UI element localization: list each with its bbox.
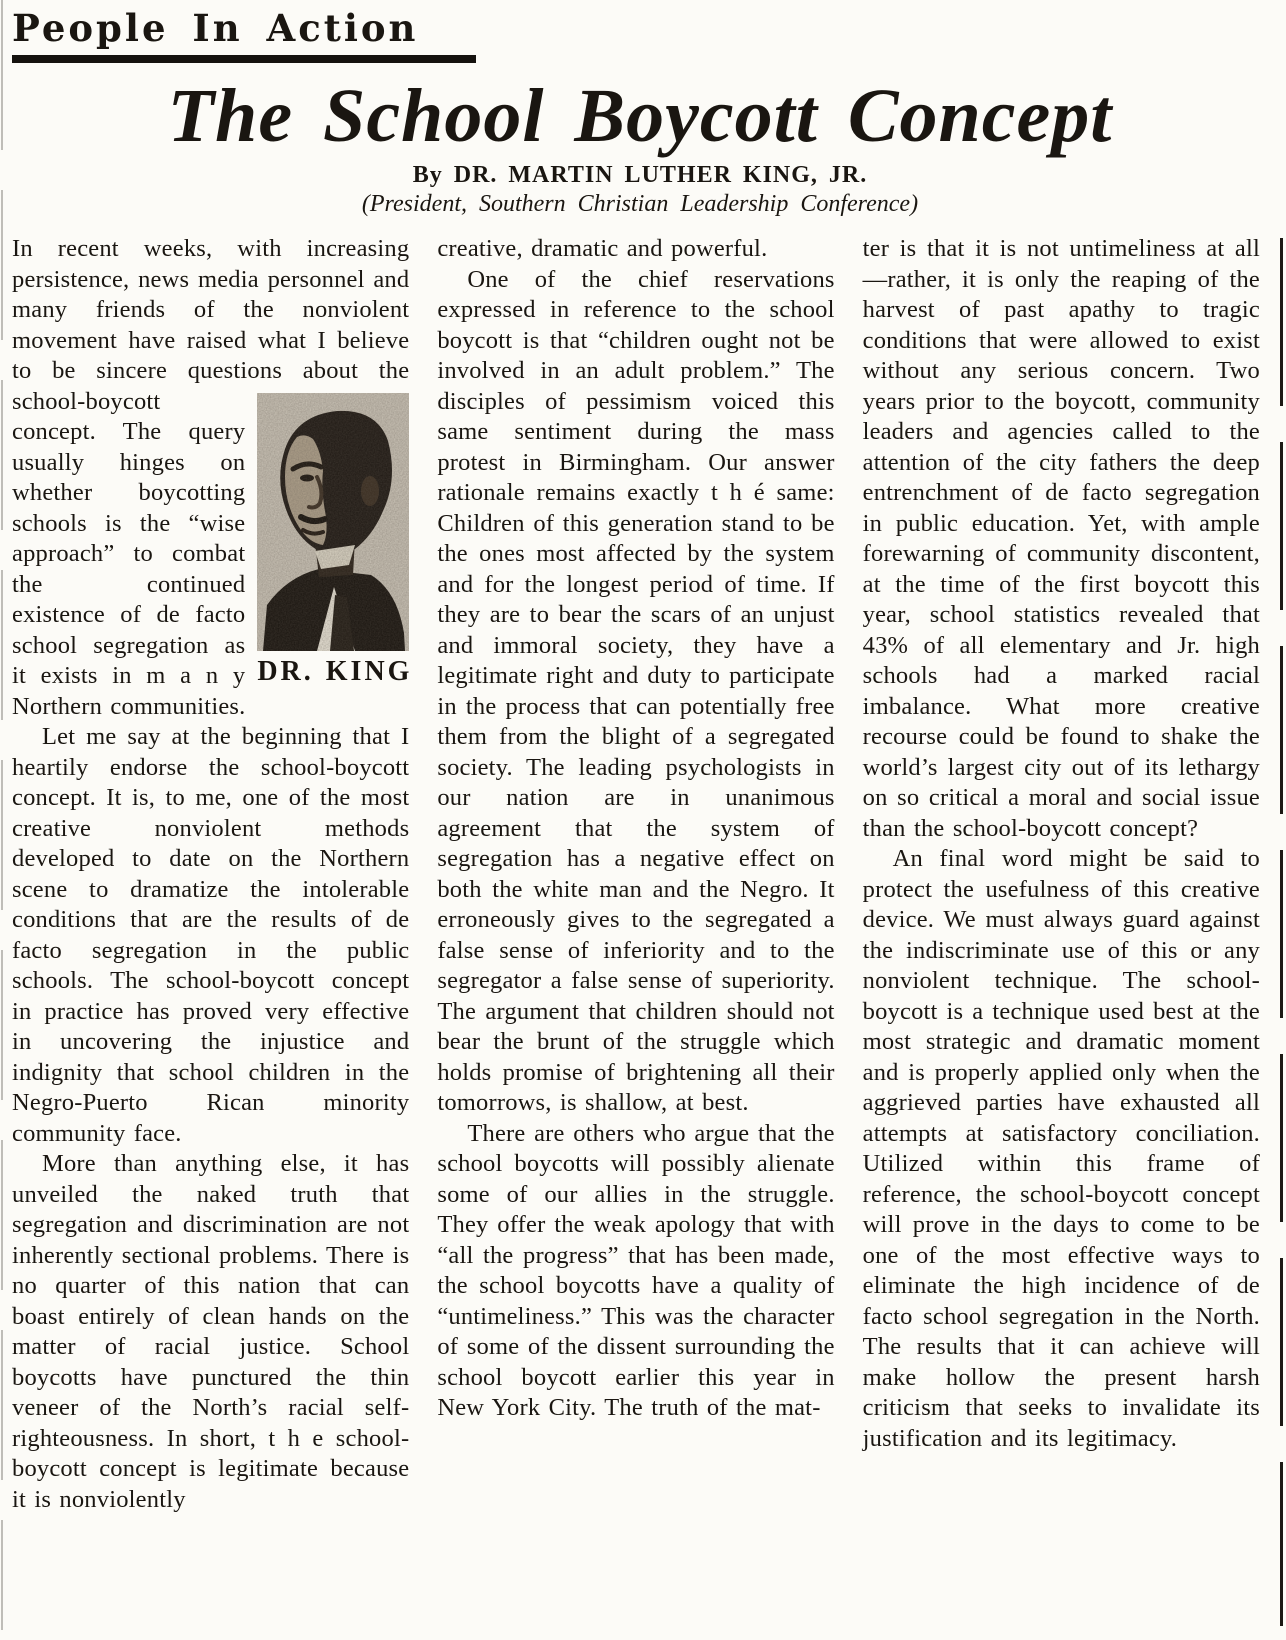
article-body: [12, 234, 1268, 1515]
byline: By DR. MARTIN LUTHER KING, JR.: [412, 162, 868, 189]
dr-king-photo-image: [257, 393, 409, 651]
byline-affiliation: (President, Southern Christian Leadership Conference): [361, 191, 919, 218]
article-paragraph: creative, dramatic and powerful.: [437, 235, 768, 263]
column-3: [863, 234, 1260, 1515]
article-paragraph: An final word might be said to protect the usefulness of this creative device. We must always guard against the indiscriminate use of this or any nonviolent technique. The school-boycott is a technique used best at the most strategic and dramatic moment and is properly applied only when the aggrieved parties have exhausted all attempts at satisfactory conciliation. Utilized within this frame of reference, the school-boycott concept will prove in the days to come to be one of the most effective ways to eliminate the high incidence of de facto school segregation in the North. The results that it can achieve will make hollow the present harsh criticism that seeks to invalidate its justification and its legitimacy.: [862, 845, 1260, 1452]
article-paragraph: [12, 234, 413, 722]
article-paragraph: More than anything else, it has unveiled the naked truth that segregation and discrimination are not inherently sectional problems. There is no quarter of this nation that can boast entirely of clean hands on the matter of racial justice. School boycotts have punctured the thin veneer of the North’s racial self-righteousness. In short, t h e school-boycott concept is legitimate because it is nonviolently: [12, 1150, 410, 1513]
photo-caption: DR. KING: [257, 655, 413, 687]
section-kicker: People In Action: [12, 8, 476, 63]
column-2: [437, 234, 834, 1515]
column-1: [12, 234, 413, 1515]
article-paragraph: One of the chief reservations expressed in reference to the school boycott is that “children ought not be involved in an adult problem.” The disciples of pessimism voiced this same sentiment during the mass protest in Birmingham. Our answer rationale remains exactly t h é same: Children of this generation stand to be the ones most affected by the system and for the longest period of time. If they are to bear the scars of an unjust and immoral society, they have a legitimate right and duty to participate in the process that can potentially free them from the blight of a segregated society. The leading psychologists in our nation are in unanimous agreement that the system of segregation has a negative effect on both the white man and the Negro. It erroneously gives to the segregated a false sense of inferiority and to the segregator a false sense of superiority. The argument that children should not bear the brunt of the struggle which holds promise of brightening all their tomorrows, is shallow, at best.: [437, 265, 835, 1117]
article-paragraph: Let me say at the beginning that I heartily endorse the school-boycott concept. It is, to me, one of the most creative nonviolent methods developed to date on the Northern scene to dramatize the intolerable conditions that are the results of de facto segregation in the public schools. The school-boycott concept in practice has proved very effective in uncovering the injustice and indignity that school children in the Negro-Puerto Rican minority community face.: [12, 723, 410, 1147]
article-headline: The School Boycott Concept: [167, 73, 1113, 158]
article-header: [12, 8, 1268, 218]
paragraph-text-beside-photo: concept. The query usually hinges on whether boycotting schools is the “wise approach” to combat the continued existence of de facto school segregation as it exists in m a n y Northern communities.: [12, 418, 246, 720]
article-paragraph: ter is that it is not untimeliness at all—rather, it is only the reaping of the harvest of past apathy to tragic conditions that were allowed to exist without any serious concern. Two years prior to the boycott, community leaders and agencies called to the attention of the city fathers the deep entrenchment of de facto segregation in public education. Yet, with ample forewarning of community discontent, at the time of the first boycott this year, school statistics revealed that 43% of all elementary and Jr. high schools had a marked racial imbalance. What more creative recourse could be found to shake the world’s largest city out of its lethargy on so critical a moral and social issue than the school-boycott concept?: [862, 235, 1260, 842]
photo-block: [257, 393, 413, 688]
page-edge-rule-right: [1280, 238, 1283, 1626]
page-edge-rule-left: [1, 0, 3, 1630]
paragraph-text-before-photo: In recent weeks, with increasing persistence, news media personnel and many friends of the nonviolent movement have raised what I believe to be sincere questions about the school-boycott: [12, 235, 410, 415]
article-paragraph: There are others who argue that the school boycotts will possibly alienate some of our allies in the struggle. They offer the weak apology that with “all the progress” that has been made, the school boycotts have a quality of “untimeliness.” This was the character of some of the dissent surrounding the school boycott earlier this year in New York City. The truth of the mat-: [437, 1119, 835, 1422]
